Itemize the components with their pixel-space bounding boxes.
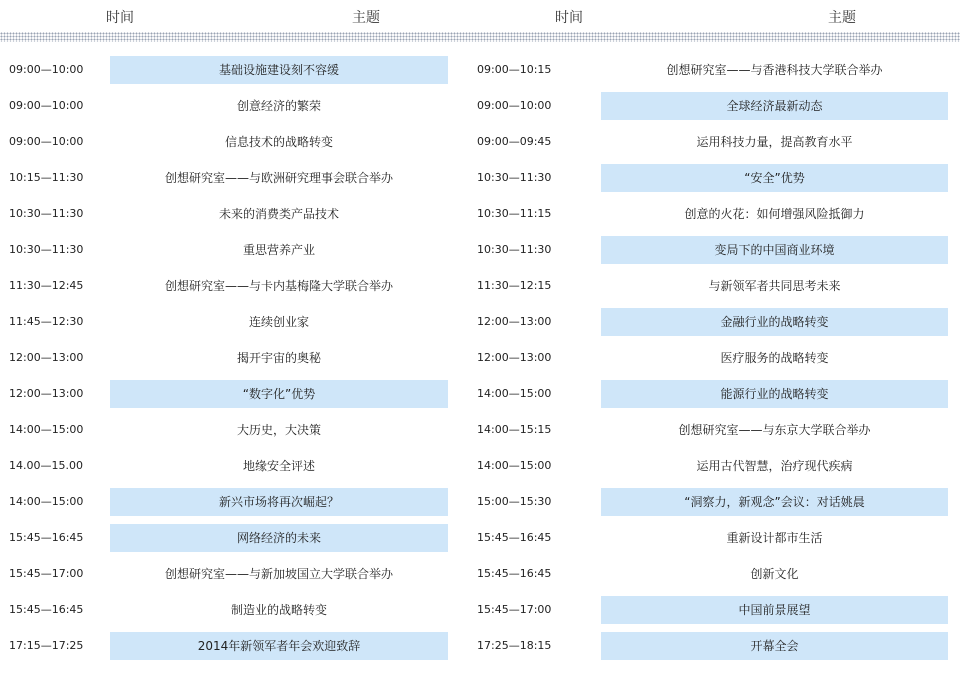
session-topic: 运用科技力量，提高教育水平: [696, 135, 853, 149]
schedule-row: [0, 628, 480, 664]
schedule-row: [477, 556, 960, 592]
schedule-row: [477, 412, 960, 448]
session-time: 10:30—11:30: [9, 207, 84, 220]
session-topic-link[interactable]: “安全”优势: [601, 164, 948, 192]
schedule-row: [0, 412, 480, 448]
schedule-row: [0, 556, 480, 592]
session-topic: 重新设计都市生活: [726, 531, 823, 545]
schedule-row: [0, 520, 480, 556]
session-time: 15:00—15:30: [477, 495, 552, 508]
session-time: 10:30—11:30: [9, 243, 84, 256]
schedule-row: [477, 124, 960, 160]
session-topic: 与新领军者共同思考未来: [708, 279, 841, 293]
schedule-row: [477, 592, 960, 628]
session-topic-link[interactable]: 全球经济最新动态: [601, 92, 948, 120]
session-topic: 医疗服务的战略转变: [720, 351, 829, 365]
schedule-row: [0, 376, 480, 412]
session-topic: 创想研究室——与香港科技大学联合举办: [666, 63, 883, 77]
left-topic-header: 主题: [352, 10, 380, 26]
session-topic: 大历史，大决策: [236, 423, 321, 437]
schedule-row: [477, 160, 960, 196]
schedule-header: [0, 0, 960, 32]
session-time: 14:00—15:00: [9, 423, 84, 436]
schedule-row: [477, 340, 960, 376]
session-topic: 连续创业家: [248, 315, 309, 329]
dotted-divider: [0, 32, 960, 42]
session-topic-link[interactable]: 基础设施建设刻不容缓: [110, 56, 448, 84]
session-time: 15:45—16:45: [477, 567, 552, 580]
session-topic-link[interactable]: 能源行业的战略转变: [601, 380, 948, 408]
session-time: 09:00—09:45: [477, 135, 552, 148]
session-topic: 创想研究室——与东京大学联合举办: [678, 423, 871, 437]
session-topic-link[interactable]: 中国前景展望: [601, 596, 948, 624]
session-time: 11:45—12:30: [9, 315, 84, 328]
session-time: 15:45—16:45: [9, 603, 84, 616]
session-time: 17:15—17:25: [9, 639, 84, 652]
session-time: 15:45—17:00: [477, 603, 552, 616]
schedule-row: [0, 196, 480, 232]
session-time: 10:30—11:30: [477, 171, 552, 184]
session-time: 10:30—11:30: [477, 243, 552, 256]
session-time: 14:00—15:00: [477, 387, 552, 400]
session-time: 14:00—15:15: [477, 423, 552, 436]
session-time: 14:00—15:00: [9, 495, 84, 508]
session-topic: 地缘安全评述: [242, 459, 315, 473]
session-topic: 创意经济的繁荣: [236, 99, 321, 113]
session-time: 10:15—11:30: [9, 171, 84, 184]
session-topic-link[interactable]: “数字化”优势: [110, 380, 448, 408]
session-time: 12:00—13:00: [9, 387, 84, 400]
schedule-row: [0, 160, 480, 196]
schedule-row: [477, 376, 960, 412]
session-time: 10:30—11:15: [477, 207, 552, 220]
right-topic-header: 主题: [828, 10, 856, 26]
schedule-row: [477, 88, 960, 124]
session-time: 11:30—12:45: [9, 279, 84, 292]
session-topic-link[interactable]: 变局下的中国商业环境: [601, 236, 948, 264]
session-time: 09:00—10:00: [9, 99, 84, 112]
schedule-row: [477, 448, 960, 484]
schedule-row: [477, 628, 960, 664]
session-topic: 未来的消费类产品技术: [218, 207, 339, 221]
session-topic: 运用古代智慧，治疗现代疾病: [696, 459, 853, 473]
session-topic-link[interactable]: 新兴市场将再次崛起？: [110, 488, 448, 516]
schedule-row: [477, 304, 960, 340]
session-topic: 重思营养产业: [242, 243, 315, 257]
session-topic: 创新文化: [750, 567, 799, 581]
session-time: 14:00—15:00: [477, 459, 552, 472]
session-time: 09:00—10:00: [9, 135, 84, 148]
session-topic: 创想研究室——与新加坡国立大学联合举办: [164, 567, 393, 581]
session-time: 12:00—13:00: [477, 351, 552, 364]
session-time: 15:45—16:45: [477, 531, 552, 544]
session-topic-link[interactable]: 2014年新领军者年会欢迎致辞: [110, 632, 448, 660]
session-time: 12:00—13:00: [9, 351, 84, 364]
schedule-row: [0, 88, 480, 124]
session-time: 15:45—17:00: [9, 567, 84, 580]
session-topic-link[interactable]: 开幕全会: [601, 632, 948, 660]
schedule-row: [0, 484, 480, 520]
schedule-row: [477, 52, 960, 88]
right-time-header: 时间: [555, 10, 583, 26]
session-topic: 创想研究室——与卡内基梅隆大学联合举办: [164, 279, 393, 293]
schedule-row: [0, 304, 480, 340]
session-topic-link[interactable]: 金融行业的战略转变: [601, 308, 948, 336]
left-time-header: 时间: [106, 10, 134, 26]
session-time: 09:00—10:15: [477, 63, 552, 76]
right-schedule-column: [477, 52, 960, 664]
schedule-row: [0, 268, 480, 304]
session-time: 09:00—10:00: [9, 63, 84, 76]
session-topic: 制造业的战略转变: [230, 603, 327, 617]
session-topic-link[interactable]: “洞察力，新观念”会议：对话姚晨: [601, 488, 948, 516]
schedule-row: [0, 52, 480, 88]
session-topic-link[interactable]: 网络经济的未来: [110, 524, 448, 552]
session-topic: 创想研究室——与欧洲研究理事会联合举办: [164, 171, 393, 185]
session-time: 12:00—13:00: [477, 315, 552, 328]
session-time: 14.00—15.00: [9, 459, 83, 472]
schedule-row: [477, 232, 960, 268]
session-topic: 揭开宇宙的奥秘: [236, 351, 321, 365]
schedule-row: [477, 520, 960, 556]
session-time: 17:25—18:15: [477, 639, 552, 652]
session-time: 15:45—16:45: [9, 531, 84, 544]
schedule-row: [477, 268, 960, 304]
session-topic: 创意的火花：如何增强风险抵御力: [684, 207, 865, 221]
left-schedule-column: [0, 52, 480, 664]
schedule-row: [477, 196, 960, 232]
schedule-row: [0, 232, 480, 268]
session-time: 09:00—10:00: [477, 99, 552, 112]
schedule-row: [0, 124, 480, 160]
schedule-row: [477, 484, 960, 520]
session-topic: 信息技术的战略转变: [224, 135, 333, 149]
schedule-row: [0, 448, 480, 484]
schedule-row: [0, 592, 480, 628]
schedule-row: [0, 340, 480, 376]
session-time: 11:30—12:15: [477, 279, 552, 292]
